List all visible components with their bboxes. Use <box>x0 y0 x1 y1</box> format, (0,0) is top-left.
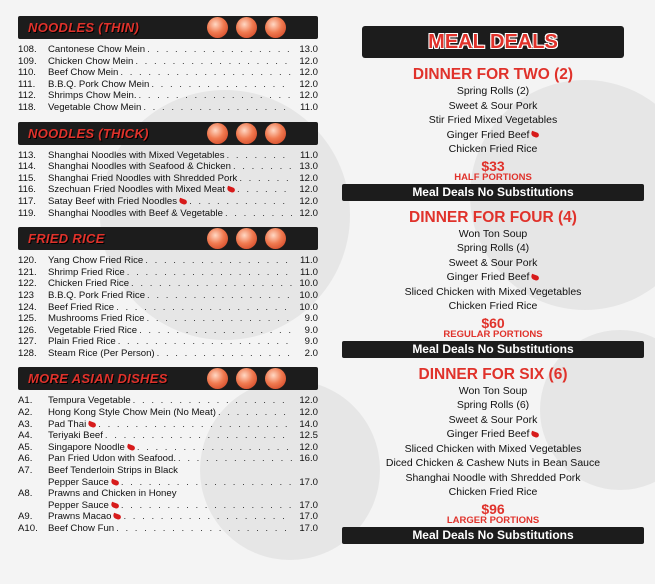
dot-leader <box>127 267 292 279</box>
item-name-continued: Pepper Sauce <box>48 476 109 488</box>
item-price: 11.0 <box>300 149 318 161</box>
item-number: 114. <box>18 161 36 173</box>
item-number: 109. <box>18 55 37 67</box>
section-header <box>18 16 318 39</box>
deal-dish <box>362 299 624 314</box>
orange-circle-icon <box>207 368 228 389</box>
item-name: Beef Chow Fun <box>48 523 115 534</box>
item-price: 10.0 <box>299 278 318 290</box>
item-name: B.B.Q. Pork Fried Rice <box>48 289 146 301</box>
menu-item <box>18 79 318 91</box>
deal-dish <box>362 427 624 442</box>
menu-item <box>18 336 318 348</box>
item-name: Chicken Chow Mein <box>48 55 134 67</box>
item-number: A2. <box>18 407 33 419</box>
dot-leader <box>218 407 292 419</box>
deal-dish <box>362 84 624 99</box>
section-title: FRIED RICE <box>28 231 105 247</box>
item-number: 120. <box>18 255 37 267</box>
item-price: 12.0 <box>299 78 318 90</box>
item-price: 12.0 <box>299 395 318 407</box>
deal-dish-text: Sweet & Sour Pork <box>448 256 538 269</box>
chili-pepper-icon <box>226 186 235 193</box>
dot-leader <box>121 477 292 489</box>
menu-item <box>18 442 318 454</box>
chili-pepper-icon <box>110 502 119 509</box>
item-price: 17.0 <box>299 476 318 488</box>
menu-item <box>18 44 318 56</box>
dot-leader <box>131 278 292 290</box>
item-price: 9.0 <box>304 324 318 336</box>
chili-pepper-icon <box>531 131 540 138</box>
item-name-continued: Pepper Sauce <box>48 499 109 511</box>
item-name: Shanghai Noodles with Beef & Vegetable <box>48 207 223 219</box>
item-price: 12.0 <box>299 184 318 196</box>
item-number: 121. <box>18 266 37 278</box>
item-number: 123 <box>18 289 35 301</box>
item-name: Vegetable Fried Rice <box>48 324 138 336</box>
item-price: 17.0 <box>299 523 318 534</box>
item-number: 112. <box>18 90 36 102</box>
deal-dish <box>362 113 624 128</box>
menu-item <box>18 325 318 337</box>
deal-dish <box>362 442 624 457</box>
dot-leader <box>118 336 292 348</box>
deal-price: $60 <box>481 314 505 331</box>
item-number: 122. <box>18 278 37 290</box>
item-name: Chicken Fried Rice <box>48 278 130 290</box>
item-price: 17.0 <box>299 511 318 523</box>
dot-leader <box>178 453 292 465</box>
item-name: Pad Thai <box>48 418 87 430</box>
item-number: 115. <box>18 172 36 184</box>
dot-leader <box>151 79 292 91</box>
dot-leader <box>135 56 292 68</box>
orange-circle-icon <box>236 123 257 144</box>
meal-deals-list <box>362 66 624 544</box>
item-price: 12.5 <box>299 430 318 442</box>
menu-item <box>18 278 318 290</box>
orange-circle-icon <box>265 228 286 249</box>
deal-dish <box>362 485 624 500</box>
deal-dish-text: Sweet & Sour Pork <box>448 99 538 112</box>
dot-leader <box>233 161 292 173</box>
orange-circle-icon <box>265 368 286 389</box>
item-price: 11.0 <box>300 101 318 113</box>
item-name: Beef Chow Mein <box>48 67 119 79</box>
item-number: 126. <box>18 324 37 336</box>
deal-dish <box>362 398 624 413</box>
item-name: B.B.Q. Pork Chow Mein <box>48 78 150 90</box>
deal-dish <box>362 413 624 428</box>
item-name: Beef Fried Rice <box>48 301 115 313</box>
item-name: Shanghai Fried Noodles with Shredded Pork <box>48 172 238 184</box>
item-name: Shanghai Noodles with Seafood & Chicken <box>48 161 231 173</box>
item-price: 11.0 <box>300 255 318 267</box>
chili-pepper-icon <box>178 198 187 205</box>
deal-dish-text: Won Ton Soup <box>458 384 528 397</box>
no-substitutions-banner: Meal Deals No Substitutions <box>342 341 644 358</box>
item-number: 127. <box>18 336 37 348</box>
dot-leader <box>147 44 292 56</box>
chili-pepper-icon <box>531 274 540 281</box>
deal-price: $33 <box>481 157 505 174</box>
section-title: NOODLES (THICK) <box>28 125 149 141</box>
deal-dish-text: Shanghai Noodle with Shredded Pork <box>405 471 581 484</box>
item-name: Shrimps Chow Mein. <box>48 90 137 102</box>
item-price: 11.0 <box>300 266 318 278</box>
deal-dish-text: Stir Fried Mixed Vegetables <box>428 114 558 126</box>
menu-item <box>18 488 318 500</box>
item-number: 108. <box>18 44 37 55</box>
item-price: 13.0 <box>299 44 318 55</box>
menu-item <box>18 102 318 114</box>
item-number: A5. <box>18 441 33 453</box>
dot-leader <box>145 255 292 267</box>
item-price: 9.0 <box>304 313 318 325</box>
deal-dish <box>362 142 624 157</box>
deal-dish <box>362 285 624 300</box>
item-name: Shrimp Fried Rice <box>48 266 125 278</box>
dot-leader <box>98 419 292 431</box>
item-price: 16.0 <box>299 453 318 465</box>
deal-dish <box>362 256 624 271</box>
deal-title: DINNER FOR FOUR (4) <box>409 208 577 226</box>
deal-dish <box>362 99 624 114</box>
deal-dish-text: Chicken Fried Rice <box>448 143 538 155</box>
menu-item-list <box>18 255 318 359</box>
dot-leader <box>139 90 292 102</box>
item-name: Beef Tenderloin Strips in Black <box>48 465 178 477</box>
no-substitutions-banner: Meal Deals No Substitutions <box>342 184 644 201</box>
item-number: A3. <box>18 418 33 430</box>
orange-circle-icon <box>265 123 286 144</box>
menu-item <box>18 430 318 442</box>
menu-item <box>18 348 318 360</box>
dot-leader <box>143 102 292 114</box>
dot-leader <box>189 196 292 208</box>
item-price: 12.0 <box>299 407 318 419</box>
item-number: A10. <box>18 523 38 534</box>
chili-pepper-icon <box>110 478 119 485</box>
item-price: 2.0 <box>304 347 318 359</box>
chili-pepper-icon <box>113 513 122 520</box>
dot-leader <box>121 500 292 512</box>
deal-dish-text: Ginger Fried Beef <box>446 271 530 283</box>
dot-leader <box>225 208 292 220</box>
item-name: Szechuan Fried Noodles with Mixed Meat <box>48 184 226 196</box>
deal-dish-text: Spring Rolls (2) <box>456 85 530 97</box>
menu-item <box>18 173 318 185</box>
deal-portion: HALF PORTIONS <box>454 171 532 183</box>
deal-dish-text: Spring Rolls (4) <box>456 242 530 254</box>
menu-item <box>18 196 318 208</box>
item-price: 12.0 <box>299 90 318 102</box>
orange-circle-icon <box>207 123 228 144</box>
dot-leader <box>147 290 292 302</box>
item-price: 12.0 <box>299 55 318 67</box>
dot-leader <box>157 348 292 360</box>
menu-item <box>18 453 318 465</box>
menu-item <box>18 150 318 162</box>
deal-portion: LARGER PORTIONS <box>446 514 540 526</box>
deal-dish-text: Ginger Fried Beef <box>446 128 530 141</box>
menu-item <box>18 523 318 535</box>
deal-portion: REGULAR PORTIONS <box>443 328 543 340</box>
deal-dish <box>362 227 624 242</box>
item-number: 113. <box>18 149 36 161</box>
item-name: Singapore Noodle <box>48 441 125 453</box>
dot-leader <box>137 442 292 454</box>
menu-item <box>18 184 318 196</box>
item-price: 17.0 <box>299 499 318 511</box>
deal-dish <box>362 456 624 471</box>
orange-circle-icon <box>236 228 257 249</box>
orange-circle-icon <box>207 17 228 38</box>
item-price: 12.0 <box>299 195 318 207</box>
menu-item <box>18 407 318 419</box>
section-more-asian-dishes <box>18 367 318 534</box>
section-fried-rice <box>18 227 318 359</box>
menu-item <box>18 465 318 477</box>
item-number: A8. <box>18 488 33 500</box>
meal-deals-title: MEAL DEALS <box>428 30 558 53</box>
item-number: A1. <box>18 395 33 407</box>
item-name: Cantonese Chow Mein <box>48 44 146 55</box>
dot-leader <box>123 511 292 523</box>
item-number: 125. <box>18 313 37 325</box>
dot-leader <box>239 173 292 185</box>
deal-dish <box>362 471 624 486</box>
menu-item-continued <box>18 500 318 512</box>
menu-left-column <box>18 16 318 543</box>
item-name: Mushrooms Fried Rice <box>48 313 145 325</box>
deal-dish <box>362 241 624 256</box>
section-noodles-thin <box>18 16 318 114</box>
menu-item <box>18 67 318 79</box>
menu-item <box>18 313 318 325</box>
item-number: 118. <box>18 101 36 113</box>
item-price: 13.0 <box>299 161 318 173</box>
deal-dish <box>362 384 624 399</box>
chili-pepper-icon <box>126 444 135 451</box>
item-number: A9. <box>18 511 33 523</box>
menu-item <box>18 395 318 407</box>
orange-circle-icon <box>265 17 286 38</box>
menu-item <box>18 290 318 302</box>
menu-item-continued <box>18 477 318 489</box>
item-name: Plain Fried Rice <box>48 336 116 348</box>
deal-dish-text: Diced Chicken & Cashew Nuts in Bean Sauce <box>385 457 601 469</box>
item-number: 124. <box>18 301 37 313</box>
item-name: Shanghai Noodles with Mixed Vegetables <box>48 149 225 161</box>
deal-dish-text: Sliced Chicken with Mixed Vegetables <box>404 285 582 298</box>
orange-circle-icon <box>236 368 257 389</box>
section-title: MORE ASIAN DISHES <box>28 371 168 387</box>
deal-dish-text: Spring Rolls (6) <box>456 399 530 411</box>
deal-title: DINNER FOR TWO (2) <box>412 66 574 83</box>
deal-dish-text: Won Ton Soup <box>458 227 528 240</box>
item-name: Hong Kong Style Chow Mein (No Meat) <box>48 407 216 419</box>
item-name: Vegetable Chow Mein <box>48 101 142 113</box>
item-name: Teriyaki Beef <box>48 430 103 442</box>
item-price: 12.0 <box>299 207 318 219</box>
item-name: Pan Fried Udon with Seafood. <box>48 453 176 465</box>
item-number: 119. <box>18 207 36 219</box>
meal-deals-panel <box>362 26 624 544</box>
item-name: Steam Rice (Per Person) <box>48 347 155 359</box>
section-noodles-thick <box>18 122 318 220</box>
orange-circle-icon <box>207 228 228 249</box>
section-header <box>18 367 318 390</box>
item-number: A7. <box>18 465 33 477</box>
item-name: Prawns and Chicken in Honey <box>48 488 177 500</box>
menu-item <box>18 267 318 279</box>
dot-leader <box>105 430 292 442</box>
dot-leader <box>139 325 292 337</box>
item-number: 117. <box>18 195 36 207</box>
dot-leader <box>116 302 292 314</box>
item-number: 110. <box>18 67 36 79</box>
item-price: 10.0 <box>299 301 318 313</box>
item-price: 12.0 <box>299 172 318 184</box>
item-name: Satay Beef with Fried Noodles <box>48 195 178 207</box>
dot-leader <box>237 184 292 196</box>
deal-price: $96 <box>481 500 505 517</box>
chili-pepper-icon <box>531 431 540 438</box>
deal-dish <box>362 128 624 143</box>
deal-dish-text: Chicken Fried Rice <box>448 486 538 498</box>
menu-item <box>18 56 318 68</box>
menu-item <box>18 302 318 314</box>
item-number: 128. <box>18 347 37 359</box>
dot-leader <box>120 67 292 79</box>
deal-dish-text: Chicken Fried Rice <box>448 300 538 312</box>
menu-item <box>18 511 318 523</box>
deal-dish-text: Sweet & Sour Pork <box>448 413 538 426</box>
deal-dish-text: Ginger Fried Beef <box>446 428 530 440</box>
menu-item <box>18 419 318 431</box>
dot-leader <box>227 150 292 162</box>
chili-pepper-icon <box>88 420 97 427</box>
item-price: 9.0 <box>304 336 318 348</box>
menu-item <box>18 255 318 267</box>
dot-leader <box>147 313 293 325</box>
item-name: Yang Chow Fried Rice <box>48 255 144 267</box>
no-substitutions-banner: Meal Deals No Substitutions <box>342 527 644 544</box>
item-price: 12.0 <box>299 67 318 79</box>
deal-dish-text: Sliced Chicken with Mixed Vegetables <box>404 442 582 455</box>
item-name: Prawns Macao <box>48 511 112 523</box>
deal-dish <box>362 270 624 285</box>
item-price: 10.0 <box>299 289 318 301</box>
item-price: 14.0 <box>299 418 318 430</box>
section-header <box>18 122 318 145</box>
menu-item-list <box>18 150 318 220</box>
item-number: A4. <box>18 430 33 442</box>
item-number: 111. <box>18 78 36 90</box>
item-name: Tempura Vegetable <box>48 395 131 407</box>
section-title: NOODLES (THIN) <box>28 20 140 35</box>
menu-item-list <box>18 44 318 114</box>
menu-item <box>18 90 318 102</box>
section-header <box>18 227 318 250</box>
item-number: 116. <box>18 184 36 196</box>
dot-leader <box>116 523 292 535</box>
item-price: 12.0 <box>299 441 318 453</box>
menu-item <box>18 161 318 173</box>
dot-leader <box>133 395 292 407</box>
orange-circle-icon <box>236 17 257 38</box>
menu-item-list <box>18 395 318 534</box>
deal-title: DINNER FOR SIX (6) <box>418 365 568 383</box>
meal-deals-header <box>362 26 624 58</box>
item-number: A6. <box>18 453 33 465</box>
menu-item <box>18 208 318 220</box>
